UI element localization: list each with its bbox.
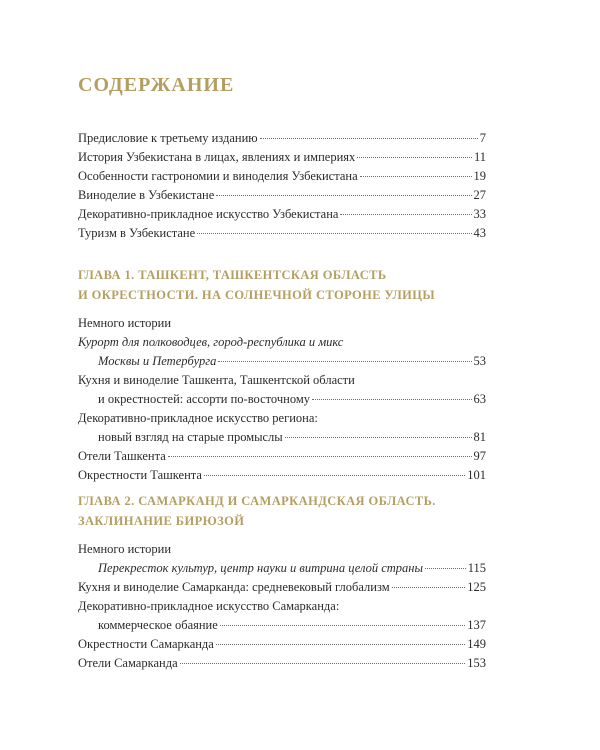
toc-entry-page: 149	[467, 637, 486, 651]
toc-entry-page: 11	[473, 150, 486, 164]
toc-entry-label: Виноделие в Узбекистане	[78, 188, 215, 202]
toc-entry[interactable]	[78, 616, 486, 635]
dot-leader	[360, 175, 472, 177]
dot-leader	[204, 474, 465, 476]
dot-leader	[216, 643, 465, 645]
toc-entry[interactable]	[78, 559, 486, 578]
toc-entry[interactable]	[78, 447, 486, 466]
chapter-1-section	[78, 265, 486, 485]
toc-entry[interactable]	[78, 428, 486, 447]
dot-leader	[216, 194, 471, 196]
dot-leader	[425, 567, 466, 569]
toc-entry[interactable]	[78, 205, 486, 224]
toc-entry-label: коммерческое обаяние	[98, 618, 218, 632]
page-title: СОДЕРЖАНИЕ	[78, 74, 235, 96]
dot-leader	[180, 662, 466, 664]
toc-subheading: Немного истории	[78, 542, 172, 556]
chapter-heading-line: ГЛАВА 2. САМАРКАНД И САМАРКАНДСКАЯ ОБЛАСТЬ.	[78, 494, 436, 508]
toc-entry-label: История Узбекистана в лицах, явлениях и империях	[78, 150, 356, 164]
dot-leader	[285, 436, 472, 438]
chapter-heading-line: ГЛАВА 1. ТАШКЕНТ, ТАШКЕНТСКАЯ ОБЛАСТЬ	[78, 268, 387, 282]
toc-entry-page: 125	[467, 580, 486, 594]
toc-entry-page: 7	[479, 131, 486, 145]
toc-entry-page: 153	[467, 656, 486, 670]
toc-entry[interactable]	[78, 167, 486, 186]
toc-entry-page: 27	[473, 188, 486, 202]
toc-entry-label: Перекресток культур, центр науки и витрина целой страны	[98, 561, 423, 575]
toc-entry[interactable]	[78, 578, 486, 597]
chapter-heading-line: И ОКРЕСТНОСТИ. НА СОЛНЕЧНОЙ СТОРОНЕ УЛИЦЫ	[78, 288, 436, 302]
toc-entry-page: 101	[467, 468, 486, 482]
dot-leader	[220, 624, 465, 626]
dot-leader	[392, 586, 466, 588]
toc-entry-label: Особенности гастрономии и виноделия Узбекистана	[78, 169, 358, 183]
chapter-2-heading	[78, 491, 486, 531]
dot-leader	[312, 398, 471, 400]
toc-entry-label: Окрестности Самарканда	[78, 637, 214, 651]
toc-entry[interactable]	[78, 186, 486, 205]
toc-entry-page: 19	[473, 169, 486, 183]
dot-leader	[260, 137, 478, 139]
toc-subheading: Немного истории	[78, 316, 172, 330]
toc-entry[interactable]	[78, 390, 486, 409]
toc-entry-label: Москвы и Петербурга	[98, 354, 217, 368]
chapter-heading-line: ЗАКЛИНАНИЕ БИРЮЗОЙ	[78, 514, 245, 528]
toc-entry-page: 33	[473, 207, 486, 221]
toc-intro-list	[78, 129, 486, 243]
toc-entry-page: 97	[473, 449, 486, 463]
toc-entry-label: Окрестности Ташкента	[78, 468, 202, 482]
toc-entry-page: 81	[473, 430, 486, 444]
toc-entry-label: Декоративно-прикладное искусство Самарканда:	[78, 599, 340, 613]
toc-entry-page: 43	[473, 226, 486, 240]
toc-entry[interactable]	[78, 129, 486, 148]
toc-entry-label: Кухня и виноделие Ташкента, Ташкентской области	[78, 373, 355, 387]
toc-entry-label: Курорт для полководцев, город-республика и микс	[78, 335, 344, 349]
toc-entry[interactable]	[78, 224, 486, 243]
dot-leader	[357, 156, 472, 158]
toc-entry-label: и окрестностей: ассорти по-восточному	[98, 392, 311, 406]
dot-leader	[168, 455, 472, 457]
toc-entry-label: новый взгляд на старые промыслы	[98, 430, 283, 444]
toc-entry-page: 53	[473, 354, 486, 368]
chapter-1-heading	[78, 265, 486, 305]
toc-entry-page: 63	[473, 392, 486, 406]
toc-entry-label: Туризм в Узбекистане	[78, 226, 196, 240]
toc-entry[interactable]	[78, 148, 486, 167]
toc-entry-label: Декоративно-прикладное искусство Узбекистана	[78, 207, 339, 221]
toc-entry-label: Отели Ташкента	[78, 449, 166, 463]
toc-entry-page: 115	[467, 561, 486, 575]
toc-entry-label: Предисловие к третьему изданию	[78, 131, 258, 145]
dot-leader	[197, 232, 471, 234]
chapter-2-section	[78, 491, 486, 673]
dot-leader	[218, 360, 471, 362]
toc-entry-label: Декоративно-прикладное искусство региона:	[78, 411, 318, 425]
toc-entry[interactable]	[78, 352, 486, 371]
toc-entry[interactable]	[78, 654, 486, 673]
dot-leader	[340, 213, 471, 215]
toc-entry-label: Отели Самарканда	[78, 656, 178, 670]
toc-entry[interactable]	[78, 635, 486, 654]
toc-entry[interactable]	[78, 466, 486, 485]
toc-entry-label: Кухня и виноделие Самарканда: средневековый глобализм	[78, 580, 390, 594]
toc-entry-page: 137	[467, 618, 486, 632]
